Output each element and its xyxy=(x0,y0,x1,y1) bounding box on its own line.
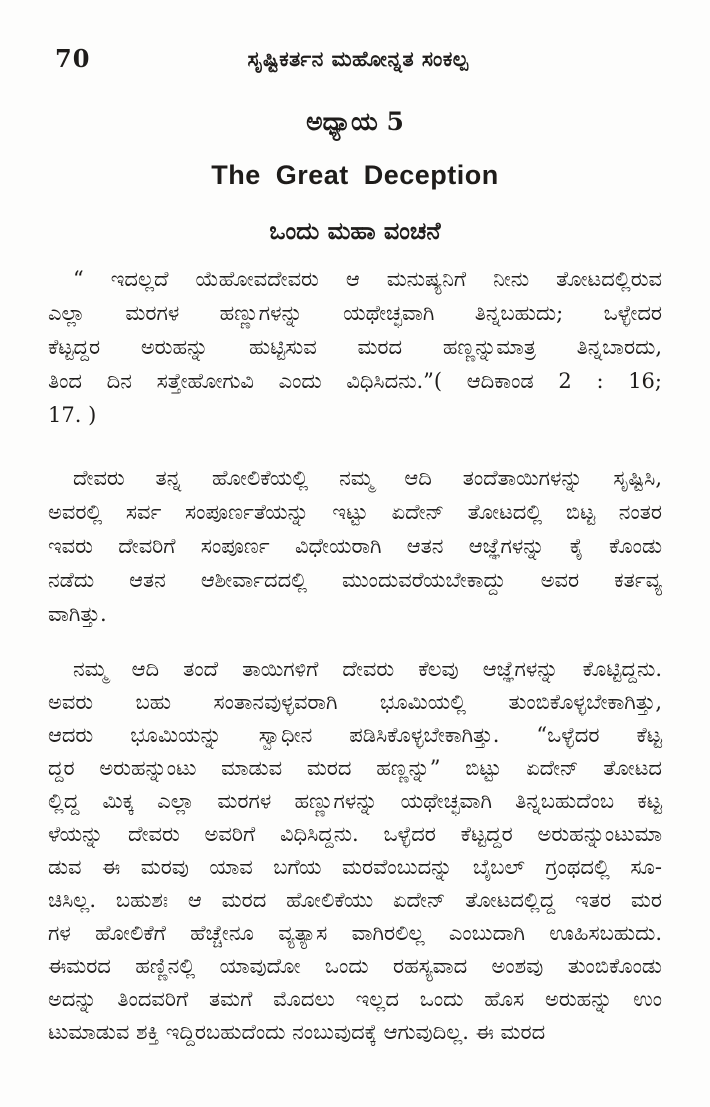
body-text xyxy=(48,262,662,1049)
text-line: 17. ) xyxy=(48,403,97,427)
text-line: ಆದರು ಭೂಮಿಯನ್ನು ಸ್ವಾಧೀನ ಪಡಿಸಿಕೊಳ್ಳಬೇಕಾಗಿತ್ತು. “ಒಳ್ಳೆದರ ಕೆಟ್ಟ xyxy=(48,723,662,747)
text-line: ಕೆಟ್ಟದ್ದರ ಅರುಹನ್ನು ಹುಟ್ಟಿಸುವ ಮರದ ಹಣ್ಣನ್ನುಮಾತ್ರ ತಿನ್ನಬಾರದು, xyxy=(48,335,662,359)
text-line: ಲ್ಲಿದ್ದ ಮಿಕ್ಕ ಎಲ್ಲಾ ಮರಗಳ ಹಣ್ಣುಗಳನ್ನು ಯಥೇಚ್ಛವಾಗಿ ತಿನ್ನಬಹುದೆಂಬ ಕಟ್ಟ xyxy=(48,789,662,813)
chapter-heading: ಅಧ್ಯಾಯ 5 xyxy=(306,107,404,136)
text-line: ಇವರು ದೇವರಿಗೆ ಸಂಪೂರ್ಣ ವಿಧೇಯರಾಗಿ ಆತನ ಆಜ್ಞೆಗಳನ್ನು ಕೈ ಕೊಂಡು xyxy=(48,534,662,558)
text-line: ದೇವರು ತನ್ನ ಹೋಲಿಕೆಯಲ್ಲಿ ನಮ್ಮ ಆದಿ ತಂದೆತಾಯಿಗಳನ್ನು ಸೃಷ್ಟಿಸಿ, xyxy=(73,466,662,490)
page-number: 70 xyxy=(55,44,91,73)
running-head: ಸೃಷ್ಟಿಕರ್ತನ ಮಹೋನ್ನತ ಸಂಕಲ್ಪ xyxy=(247,46,469,71)
text-line: ಅದನ್ನು ತಿಂದವರಿಗೆ ತಮಗೆ ಮೊದಲು ಇಲ್ಲದ ಒಂದು ಹೊಸ ಅರುಹನ್ನು ಉಂ xyxy=(48,987,662,1011)
paragraph-commandments xyxy=(48,653,662,1049)
text-line: ನಡೆದು ಆತನ ಆಶೀರ್ವಾದದಲ್ಲಿ ಮುಂದುವರೆಯಬೇಕಾದ್ದು ಅವರ ಕರ್ತವ್ಯ xyxy=(48,568,662,592)
text-line: ಎಲ್ಲಾ ಮರಗಳ ಹಣ್ಣುಗಳನ್ನು ಯಥೇಚ್ಛವಾಗಿ ತಿನ್ನಬಹುದು; ಒಳ್ಳೇದರ xyxy=(48,301,662,325)
text-line: ಚಿಸಿಲ್ಲ. ಬಹುಶಃ ಆ ಮರದ ಹೋಲಿಕೆಯು ಏದೇನ್ ತೋಟದಲ್ಲಿದ್ದ ಇತರ ಮರ xyxy=(48,888,662,912)
text-line: ನಮ್ಮ ಆದಿ ತಂದೆ ತಾಯಿಗಳಿಗೆ ದೇವರು ಕೆಲವು ಆಜ್ಞೆಗಳನ್ನು ಕೊಟ್ಟಿದ್ದನು. xyxy=(73,657,662,681)
text-line: ಅವರಲ್ಲಿ ಸರ್ವ ಸಂಪೂರ್ಣತೆಯನ್ನು ಇಟ್ಟು ಏದೇನ್ ತೋಟದಲ್ಲಿ ಬಿಟ್ಟ ನಂತರ xyxy=(48,500,662,524)
text-line: ಳೆಯನ್ನು ದೇವರು ಅವರಿಗೆ ವಿಧಿಸಿದ್ದನು. ಒಳ್ಳೆದರ ಕೆಟ್ಟದ್ದರ ಅರುಹನ್ನುಂಟುಮಾ xyxy=(48,822,662,846)
text-line: ಈಮರದ ಹಣ್ಣಿನಲ್ಲಿ ಯಾವುದೋ ಒಂದು ರಹಸ್ಯವಾದ ಅಂಶವು ತುಂಬಿಕೊಂಡು xyxy=(48,954,662,978)
text-line: ವಾಗಿತ್ತು. xyxy=(48,602,107,626)
text-line: ದ್ದರ ಅರುಹನ್ನುಂಟು ಮಾಡುವ ಮರದ ಹಣ್ಣನ್ನು” ಬಿಟ್ಟು ಏದೇನ್ ತೋಟದ xyxy=(48,756,662,780)
text-line: ಗಳ ಹೋಲಿಕೆಗೆ ಹೆಚ್ಚೇನೂ ವ್ಯತ್ಯಾಸ ವಾಗಿರಲಿಲ್ಲ ಎಂಬುದಾಗಿ ಊಹಿಸಬಹುದು. xyxy=(48,921,662,945)
text-line: ಅವರು ಬಹು ಸಂತಾನವುಳ್ಳವರಾಗಿ ಭೂಮಿಯಲ್ಲಿ ತುಂಬಿಕೊಳ್ಳಬೇಕಾಗಿತ್ತು, xyxy=(48,690,662,714)
paragraph-creation xyxy=(48,461,662,631)
page-header xyxy=(0,0,710,80)
text-line: ಟುಮಾಡುವ ಶಕ್ತಿ ಇದ್ದಿರಬಹುದೆಂದು ನಂಬುವುದಕ್ಕೆ ಆಗುವುದಿಲ್ಲ. ಈ ಮರದ xyxy=(48,1020,546,1044)
paragraph-scripture-quote xyxy=(48,262,662,432)
text-line: ಡುವ ಈ ಮರವು ಯಾವ ಬಗೆಯ ಮರವೆಂಬುದನ್ನು ಬೈಬಲ್ ಗ್ರಂಥದಲ್ಲಿ ಸೂ- xyxy=(48,855,662,879)
text-line: ತಿಂದ ದಿನ ಸತ್ತೇಹೋಗುವಿ ಎಂದು ವಿಧಿಸಿದನು.”( ಆದಿಕಾಂಡ 2 : 16; xyxy=(48,369,662,393)
chapter-title-english: The Great Deception xyxy=(211,160,499,190)
text-line: “ ಇದಲ್ಲದೆ ಯೆಹೋವದೇವರು ಆ ಮನುಷ್ಯನಿಗೆ ನೀನು ತೋಟದಲ್ಲಿರುವ xyxy=(73,267,662,291)
chapter-subtitle-kannada: ಒಂದು ಮಹಾ ವಂಚನೆ xyxy=(269,216,441,245)
